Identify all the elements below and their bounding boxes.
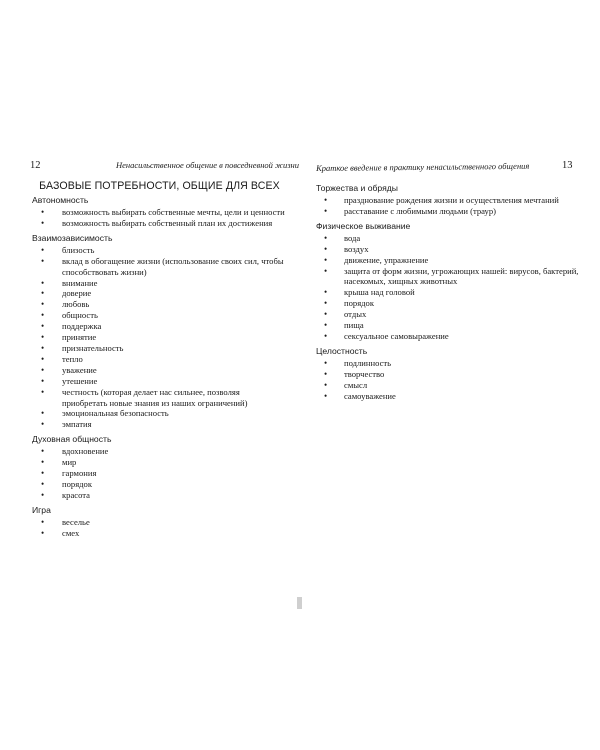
page-number: 12 — [30, 160, 41, 171]
list-item: • любовь — [32, 299, 287, 310]
list-item: • сексуальное самовыражение — [316, 331, 581, 342]
list-item: • творчество — [316, 369, 581, 380]
needs-list — [316, 358, 581, 402]
section-title: БАЗОВЫЕ ПОТРЕБНОСТИ, ОБЩИЕ ДЛЯ ВСЕХ — [39, 180, 280, 192]
list-item: • мир — [32, 457, 287, 468]
group-heading: Торжества и обряды — [316, 183, 398, 193]
list-item: • уважение — [32, 365, 287, 376]
page-content — [32, 180, 287, 543]
list-item: • защита от форм жизни, угрожающих нашей: вирусов, бактерий, насекомых, хищных животных — [316, 266, 581, 288]
page-content — [316, 183, 581, 406]
list-item: • пища — [316, 320, 581, 331]
list-item: • красота — [32, 490, 287, 501]
needs-group-integrity — [316, 346, 581, 402]
needs-list — [316, 195, 581, 217]
needs-list — [32, 207, 287, 229]
needs-group-interdependence — [32, 233, 287, 430]
needs-group-play — [32, 505, 287, 539]
list-item: • расставание с любимыми людьми (траур) — [316, 206, 581, 217]
list-item: • возможность выбирать собственный план их достижения — [32, 218, 287, 229]
needs-group-celebration — [316, 183, 581, 217]
list-item: • эмпатия — [32, 419, 287, 430]
list-item: • честность (которая делает нас сильнее, позволяя приобретать новые знания из наших ограничений) — [32, 387, 287, 409]
list-item: • тепло — [32, 354, 287, 365]
group-heading: Взаимозависимость — [32, 232, 113, 243]
group-heading: Физическое выживание — [316, 220, 411, 231]
list-item: • подлинность — [316, 358, 581, 369]
list-item: • веселье — [32, 517, 287, 528]
needs-list — [32, 245, 287, 430]
needs-group-physical-survival — [316, 221, 581, 342]
list-item: • поддержка — [32, 321, 287, 332]
needs-group-spiritual-communion — [32, 434, 287, 501]
needs-group-autonomy — [32, 195, 287, 229]
group-heading: Автономность — [32, 195, 89, 205]
list-item: • внимание — [32, 278, 287, 289]
group-heading: Целостность — [316, 345, 368, 356]
list-item: • воздух — [316, 244, 581, 255]
needs-list — [32, 517, 287, 539]
list-item: • доверие — [32, 288, 287, 299]
list-item: • движение, упражнение — [316, 255, 581, 266]
list-item: • вклад в обогащение жизни (использование своих сил, чтобы способствовать жизни) — [32, 256, 287, 278]
list-item: • самоуважение — [316, 391, 581, 402]
list-item: • близость — [32, 245, 287, 256]
list-item: • порядок — [316, 298, 581, 309]
running-head: Ненасильственное общение в повседневной жизни — [116, 160, 299, 170]
list-item: • общность — [32, 310, 287, 321]
needs-list — [32, 446, 287, 501]
list-item: • вода — [316, 233, 581, 244]
group-heading: Игра — [32, 504, 51, 515]
group-heading: Духовная общность — [32, 434, 112, 445]
list-item: • утешение — [32, 376, 287, 387]
list-item: • смех — [32, 528, 287, 539]
list-item: • празднование рождения жизни и осуществления мечтаний — [316, 195, 581, 206]
list-item: • отдых — [316, 309, 581, 320]
needs-list — [316, 233, 581, 342]
list-item: • гармония — [32, 468, 287, 479]
right-page — [300, 0, 600, 750]
list-item: • вдохновение — [32, 446, 287, 457]
list-item: • принятие — [32, 332, 287, 343]
list-item: • смысл — [316, 380, 581, 391]
list-item: • эмоциональная безопасность — [32, 408, 287, 419]
list-item: • крыша над головой — [316, 287, 581, 298]
running-head: Краткое введение в практику ненасильственного общения — [316, 160, 530, 173]
list-item: • порядок — [32, 479, 287, 490]
list-item: • признательность — [32, 343, 287, 354]
list-item: • возможность выбирать собственные мечты, цели и ценности — [32, 207, 287, 218]
page-number: 13 — [562, 160, 573, 171]
